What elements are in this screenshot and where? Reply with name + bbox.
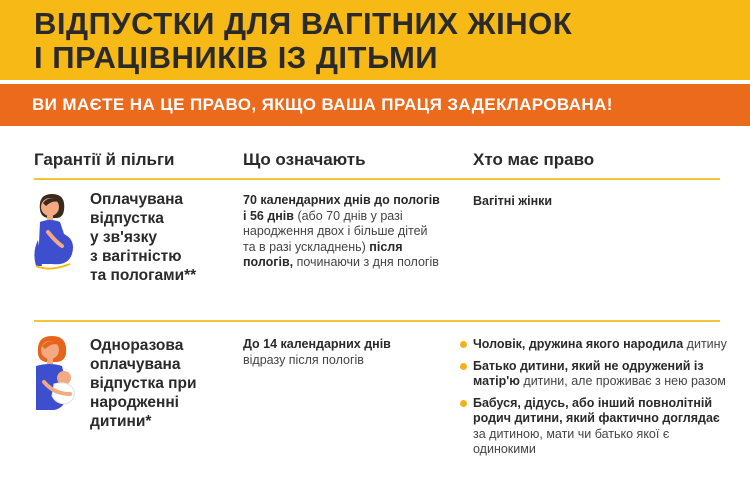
- list-item-text: за дитиною, мати чи батько якої є одинокими: [473, 426, 670, 456]
- row2-name-line: Одноразова: [90, 337, 184, 354]
- row1-name-line: у зв'язку: [90, 229, 157, 246]
- column-header-meaning: Що означають: [243, 150, 366, 169]
- row1-name-line: Оплачувана: [90, 191, 184, 208]
- row1-name-line: відпустка: [90, 210, 164, 227]
- mother-with-baby-icon: [30, 332, 82, 421]
- list-item-text: дитини, але проживає з нею разом: [519, 374, 726, 388]
- row2-name: [90, 336, 197, 431]
- divider: [34, 320, 720, 322]
- subtitle-text: ВИ МАЄТЕ НА ЦЕ ПРАВО, ЯКЩО ВАША ПРАЦЯ ЗАДЕКЛАРОВАНА!: [32, 95, 613, 114]
- row1-name: [90, 190, 196, 285]
- row2-desc-bold: До 14 календарних днів: [243, 337, 391, 351]
- row1-desc-bold: 70 календарних днів до пологів і 56 днів: [243, 193, 440, 223]
- bullet-icon: [460, 341, 467, 348]
- column-header-eligible: Хто має право: [473, 150, 595, 169]
- row1-name-line: та пологами**: [90, 267, 197, 284]
- title-banner: [0, 0, 750, 80]
- row1-eligible: Вагітні жінки: [473, 194, 553, 208]
- pregnant-woman-icon: [30, 190, 82, 277]
- row1-desc-text: (або 70 днів у разі народження двох і більше дітей та в разі ускладнень): [243, 208, 428, 254]
- row1-desc-bold: після пологів,: [243, 239, 403, 269]
- page-title-line1: ВІДПУСТКИ ДЛЯ ВАГІТНИХ ЖІНОК: [34, 6, 573, 41]
- row2-description: [243, 337, 413, 368]
- list-item-bold: Чоловік, дружина якого народила: [473, 337, 684, 351]
- row2-name-line: оплачувана: [90, 356, 181, 373]
- row2-name-line: дитини*: [90, 413, 152, 430]
- row1-description: [243, 193, 443, 271]
- row2-eligible-list: [458, 337, 728, 464]
- row2-name-line: відпустка при: [90, 375, 197, 392]
- bullet-icon: [460, 363, 467, 370]
- list-item-bold: Батько дитини, який не одружений із матір'ю: [473, 358, 704, 388]
- row1-name-line: з вагітністю: [90, 248, 182, 265]
- list-item-text: дитину: [683, 337, 727, 351]
- row2-desc-text: відразу після пологів: [243, 352, 364, 367]
- subtitle-ribbon: [0, 84, 750, 126]
- row2-name-line: народженні: [90, 394, 179, 411]
- column-header-guarantees: Гарантії й пільги: [34, 150, 175, 169]
- list-item: [458, 359, 728, 390]
- list-item-bold: Бабуся, дідусь, або інший повнолітній родич дитини, який фактично доглядає: [473, 395, 720, 425]
- page-title-line2: І ПРАЦІВНИКІВ ІЗ ДІТЬМИ: [34, 40, 439, 75]
- bullet-icon: [460, 400, 467, 407]
- divider: [34, 178, 720, 180]
- list-item: [458, 396, 728, 458]
- row1-desc-text: починаючи з дня пологів: [293, 255, 439, 269]
- list-item: [458, 337, 728, 353]
